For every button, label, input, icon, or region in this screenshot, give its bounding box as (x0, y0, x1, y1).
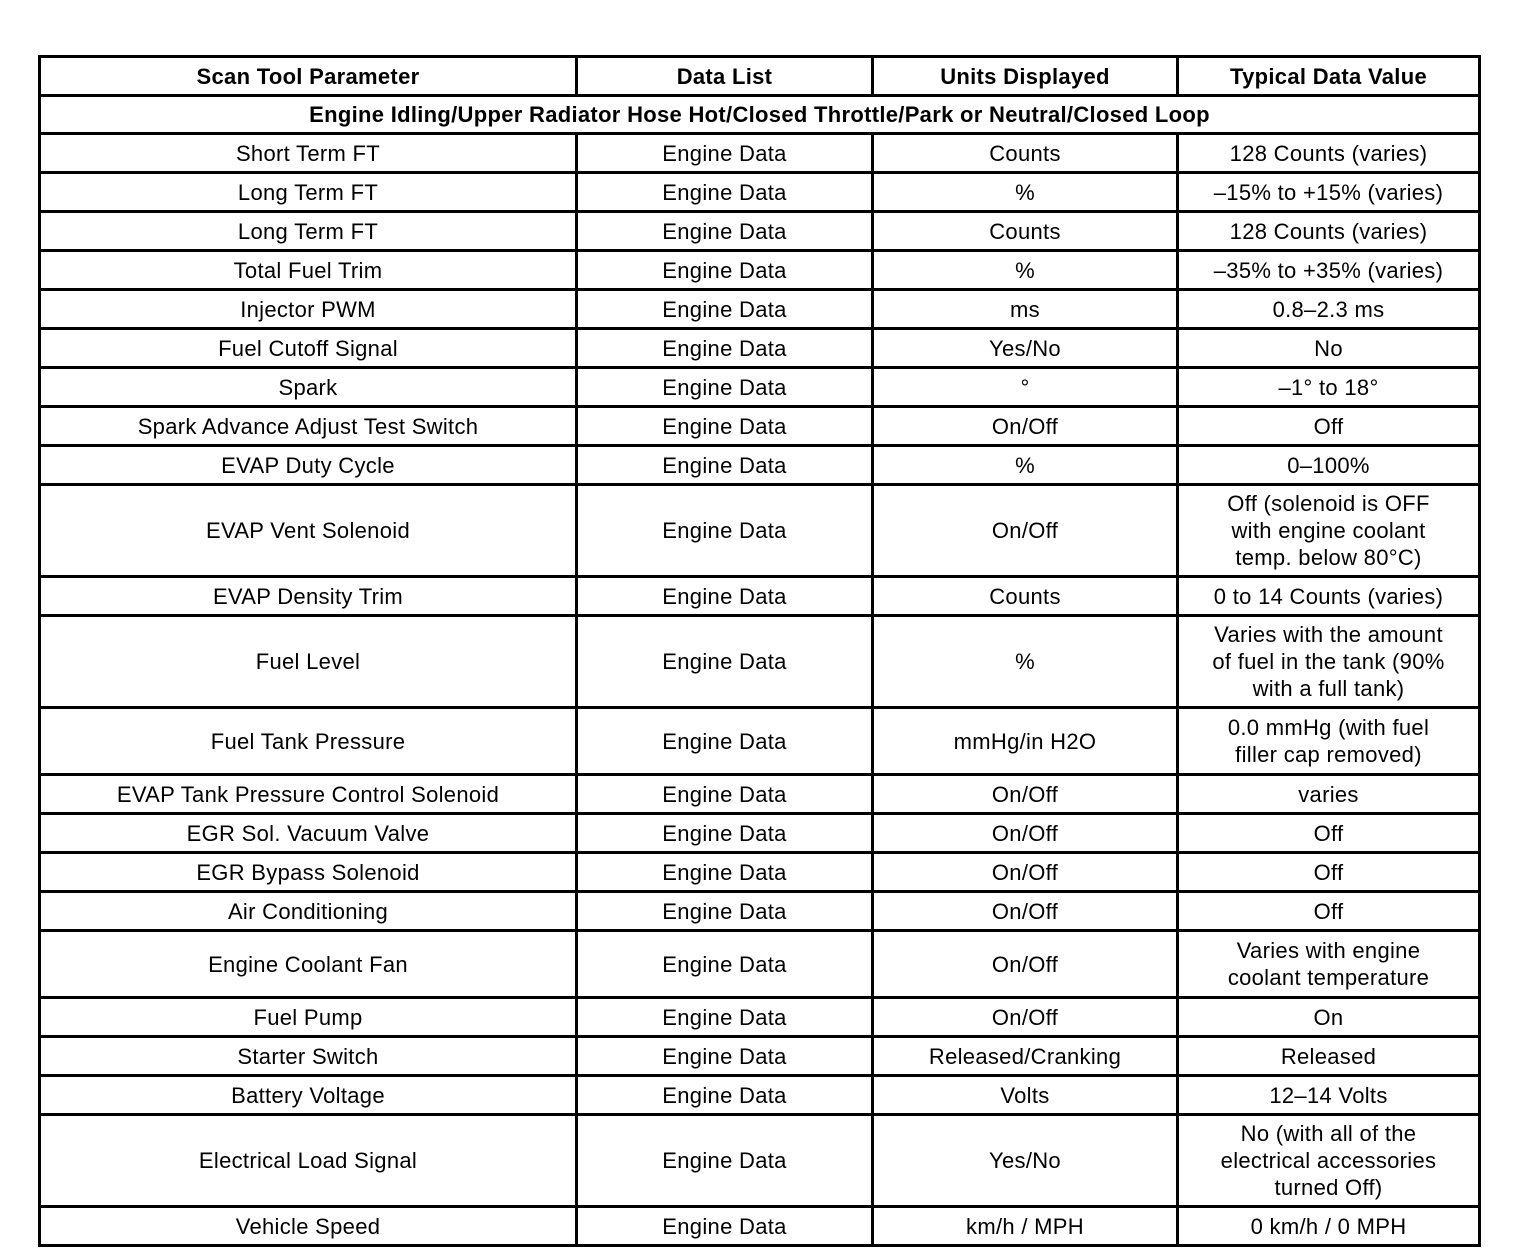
table-row (40, 1207, 1480, 1246)
table-row (40, 368, 1480, 407)
units-cell: Counts (873, 212, 1178, 251)
typical-value-cell: On (1178, 998, 1480, 1037)
units-cell: On/Off (873, 814, 1178, 853)
parameter-cell: Injector PWM (40, 290, 577, 329)
parameter-cell: Long Term FT (40, 212, 577, 251)
parameter-cell: EGR Sol. Vacuum Valve (40, 814, 577, 853)
typical-value-cell: No (1178, 329, 1480, 368)
typical-value-cell: 0 km/h / 0 MPH (1178, 1207, 1480, 1246)
parameter-cell: Engine Coolant Fan (40, 931, 577, 998)
column-header-typical-value: Typical Data Value (1178, 57, 1480, 96)
column-header-units: Units Displayed (873, 57, 1178, 96)
table-row (40, 892, 1480, 931)
table-row (40, 814, 1480, 853)
typical-value-cell: Released (1178, 1037, 1480, 1076)
section-row (40, 96, 1480, 134)
typical-value-cell: varies (1178, 775, 1480, 814)
parameter-cell: Electrical Load Signal (40, 1115, 577, 1207)
parameter-cell: Total Fuel Trim (40, 251, 577, 290)
parameter-cell: EVAP Tank Pressure Control Solenoid (40, 775, 577, 814)
units-cell: % (873, 616, 1178, 708)
table-row (40, 775, 1480, 814)
units-cell: On/Off (873, 853, 1178, 892)
table-row (40, 1115, 1480, 1207)
units-cell: On/Off (873, 775, 1178, 814)
data-list-cell: Engine Data (577, 892, 873, 931)
data-list-cell: Engine Data (577, 407, 873, 446)
data-list-cell: Engine Data (577, 173, 873, 212)
typical-value-cell: 0.8–2.3 ms (1178, 290, 1480, 329)
parameter-cell: Fuel Pump (40, 998, 577, 1037)
data-list-cell: Engine Data (577, 329, 873, 368)
table-row (40, 173, 1480, 212)
data-list-cell: Engine Data (577, 134, 873, 173)
table-row (40, 407, 1480, 446)
table-row (40, 212, 1480, 251)
units-cell: ° (873, 368, 1178, 407)
data-list-cell: Engine Data (577, 998, 873, 1037)
typical-value-cell: Varies with the amount of fuel in the tank (90% with a full tank) (1178, 616, 1480, 708)
table-row (40, 1037, 1480, 1076)
units-cell: Counts (873, 577, 1178, 616)
parameter-cell: Fuel Level (40, 616, 577, 708)
units-cell: Volts (873, 1076, 1178, 1115)
table-row (40, 853, 1480, 892)
header-row (40, 57, 1480, 96)
units-cell: Yes/No (873, 329, 1178, 368)
data-list-cell: Engine Data (577, 212, 873, 251)
column-header-parameter: Scan Tool Parameter (40, 57, 577, 96)
data-list-cell: Engine Data (577, 775, 873, 814)
parameter-cell: Battery Voltage (40, 1076, 577, 1115)
parameter-cell: EVAP Duty Cycle (40, 446, 577, 485)
data-list-cell: Engine Data (577, 1115, 873, 1207)
typical-value-cell: No (with all of the electrical accessories turned Off) (1178, 1115, 1480, 1207)
units-cell: km/h / MPH (873, 1207, 1178, 1246)
table-row (40, 931, 1480, 998)
typical-value-cell: 12–14 Volts (1178, 1076, 1480, 1115)
units-cell: Released/Cranking (873, 1037, 1178, 1076)
parameter-cell: Fuel Cutoff Signal (40, 329, 577, 368)
table-row (40, 998, 1480, 1037)
data-list-cell: Engine Data (577, 1207, 873, 1246)
data-list-cell: Engine Data (577, 1037, 873, 1076)
typical-value-cell: Off (1178, 814, 1480, 853)
parameter-cell: Starter Switch (40, 1037, 577, 1076)
column-header-data-list: Data List (577, 57, 873, 96)
parameter-cell: EGR Bypass Solenoid (40, 853, 577, 892)
parameter-cell: Long Term FT (40, 173, 577, 212)
data-list-cell: Engine Data (577, 485, 873, 577)
section-title: Engine Idling/Upper Radiator Hose Hot/Closed Throttle/Park or Neutral/Closed Loop (40, 96, 1480, 134)
units-cell: Yes/No (873, 1115, 1178, 1207)
units-cell: mmHg/in H2O (873, 708, 1178, 775)
typical-value-cell: 0.0 mmHg (with fuel filler cap removed) (1178, 708, 1480, 775)
table-row (40, 134, 1480, 173)
typical-value-cell: Off (1178, 892, 1480, 931)
typical-value-cell: –15% to +15% (varies) (1178, 173, 1480, 212)
parameter-cell: Vehicle Speed (40, 1207, 577, 1246)
typical-value-cell: Off (solenoid is OFF with engine coolant temp. below 80°C) (1178, 485, 1480, 577)
table-row (40, 290, 1480, 329)
units-cell: On/Off (873, 892, 1178, 931)
parameter-cell: Short Term FT (40, 134, 577, 173)
table-row (40, 329, 1480, 368)
typical-value-cell: Varies with engine coolant temperature (1178, 931, 1480, 998)
parameter-cell: EVAP Vent Solenoid (40, 485, 577, 577)
data-list-cell: Engine Data (577, 577, 873, 616)
typical-value-cell: –1° to 18° (1178, 368, 1480, 407)
table-row (40, 616, 1480, 708)
units-cell: % (873, 251, 1178, 290)
typical-value-cell: 0 to 14 Counts (varies) (1178, 577, 1480, 616)
units-cell: On/Off (873, 407, 1178, 446)
units-cell: On/Off (873, 485, 1178, 577)
units-cell: ms (873, 290, 1178, 329)
data-list-cell: Engine Data (577, 368, 873, 407)
table-row (40, 708, 1480, 775)
data-list-cell: Engine Data (577, 931, 873, 998)
data-list-cell: Engine Data (577, 814, 873, 853)
typical-value-cell: 128 Counts (varies) (1178, 134, 1480, 173)
parameter-cell: Spark (40, 368, 577, 407)
table-row (40, 1076, 1480, 1115)
typical-value-cell: –35% to +35% (varies) (1178, 251, 1480, 290)
typical-value-cell: 0–100% (1178, 446, 1480, 485)
scan-tool-data-table (38, 55, 1481, 1247)
units-cell: % (873, 173, 1178, 212)
data-list-cell: Engine Data (577, 446, 873, 485)
units-cell: On/Off (873, 998, 1178, 1037)
parameter-cell: Fuel Tank Pressure (40, 708, 577, 775)
data-list-cell: Engine Data (577, 251, 873, 290)
typical-value-cell: Off (1178, 853, 1480, 892)
table-row (40, 251, 1480, 290)
units-cell: On/Off (873, 931, 1178, 998)
data-list-cell: Engine Data (577, 1076, 873, 1115)
table-row (40, 577, 1480, 616)
parameter-cell: EVAP Density Trim (40, 577, 577, 616)
parameter-cell: Air Conditioning (40, 892, 577, 931)
data-list-cell: Engine Data (577, 853, 873, 892)
units-cell: % (873, 446, 1178, 485)
data-list-cell: Engine Data (577, 708, 873, 775)
typical-value-cell: 128 Counts (varies) (1178, 212, 1480, 251)
table-row (40, 446, 1480, 485)
data-list-cell: Engine Data (577, 616, 873, 708)
typical-value-cell: Off (1178, 407, 1480, 446)
data-list-cell: Engine Data (577, 290, 873, 329)
parameter-cell: Spark Advance Adjust Test Switch (40, 407, 577, 446)
table-row (40, 485, 1480, 577)
units-cell: Counts (873, 134, 1178, 173)
scan-tool-data-sheet (38, 55, 1478, 1247)
